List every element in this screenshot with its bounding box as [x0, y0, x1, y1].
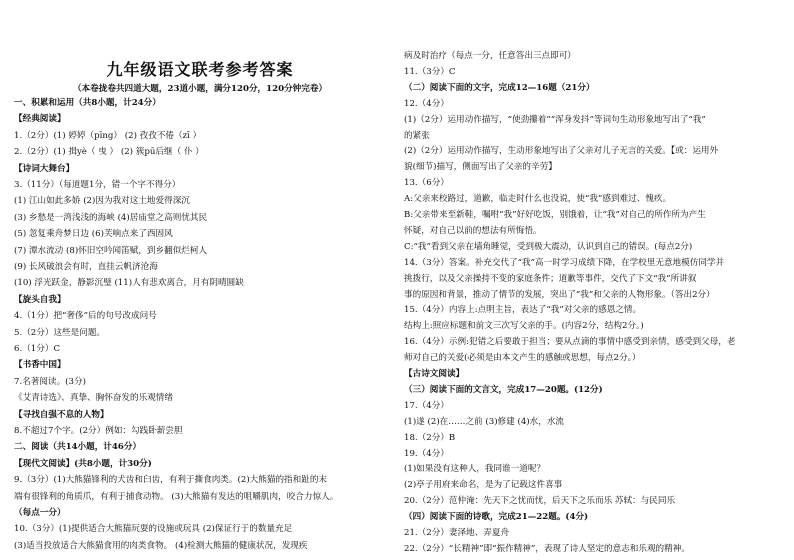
right-line: C:“我”看到父亲在墙角睡觉，受到极大震动，认识到自己的错误。(每点2分) — [404, 241, 693, 252]
right-line: 22.（2分）“长精神”即“振作精神”，表现了诗人坚定的意志和乐观的精神。 — [404, 543, 690, 554]
right-line: 结构上:照应标题和前文三次写父亲的手。(内容2分，结构2分。) — [404, 321, 644, 332]
left-line: 4.（1分）把“奢侈”后的句号改成问号 — [14, 311, 157, 322]
right-line: 貌(细节)描写，侧面写出了父亲的辛劳】 — [404, 162, 557, 173]
left-line: (7) 潭水流动 (8)怀旧空吟闻笛赋，到乡翻似烂柯人 — [14, 245, 208, 256]
right-line: B:父亲带来至新鞋，嘱咐“我”好好吃饭，别饿着，让“我”对自己的所作所为产生 — [404, 210, 706, 220]
right-line: 师对自己的关爱(必须是由本文产生的感触或思想，每点2分。） — [404, 353, 641, 364]
left-line: 1.（2分）(1) 婷婷（pīng） (2) 孜孜不倦（zī ） — [14, 130, 202, 141]
right-line: 12.（4分） — [404, 98, 449, 109]
left-line: (3) 乡愁是一湾浅浅的海峡 (4)居庙堂之高则忧其民 — [14, 212, 208, 223]
right-line: 【古诗文阅读】 — [404, 369, 465, 379]
right-line: 14.（3分）答案。补充交代了“我”高一时学习成绩下降，在学校里无意地模仿同学并 — [404, 257, 725, 268]
left-line: (1) 江山如此多娇 (2)因为我对这土地爱得深沉 — [14, 196, 190, 207]
left-line: 9.（3分）(1)大熊猫锋利的犬齿和臼齿，有利于撕食肉类。(2)大熊猫的指和趾的末 — [14, 475, 328, 486]
left-line: 2.（2分）(1) 揖yè（ 曳 ） (2) 簇pū后继（ 仆 ） — [14, 147, 204, 158]
exam-subtitle: （本卷拢卷共四道大题，23道小题，满分120分，120分钟完卷） — [72, 84, 328, 94]
left-line: 一、积累和运用（共8小题，计24分） — [14, 98, 161, 108]
right-line: (2)（2分）运用动作描写，生动形象地写出了父亲对儿子无言的关爱。【或：运用外 — [404, 146, 719, 157]
left-line: 8.不超过7个字。(2分）例如：勾践卧薪尝胆 — [14, 426, 183, 436]
right-line: 怀疑，对自己以前的想法有所悔悟。 — [404, 225, 542, 236]
left-line: 【书香中国】 — [14, 360, 66, 371]
left-line: 二、阅读（共14小题，计46分） — [14, 442, 142, 453]
right-line: 16.（4分）示例:犯错之后要敢于担当；要从点滴的事情中感受到亲情，感受到父母，老 — [404, 337, 736, 348]
left-line: 5.（2分）这些是问题。 — [14, 327, 106, 338]
left-line: 3.（11分）（每道题1分，错一个字不得分） — [14, 180, 181, 190]
right-line: (1)（2分）运用动作描写，“使劲攥着”“浑身发抖”等词句生动形象地写出了“我” — [404, 114, 706, 125]
page-title: 九年级语文联考参考答案 — [106, 60, 294, 79]
left-line: 【诗词大舞台】 — [14, 163, 75, 174]
right-line: 的紧张 — [404, 130, 430, 141]
right-line: 11.（3分）C — [404, 66, 456, 77]
left-line: 【旋头自我】 — [14, 294, 66, 305]
right-line: 挑拨行，以及父亲操持不变的家庭条件；道歉等事件，交代了下文“我”所讲叙 — [404, 273, 697, 284]
right-line: （三）阅读下面的文言文，完成17—20题。(12分) — [404, 384, 603, 395]
left-line: (10) 浮光跃金，静影沉璧 (11)人有悲欢离合，月有阴晴圆缺 — [14, 278, 244, 289]
left-line: 【寻找自强不息的人物】 — [14, 409, 109, 420]
right-line: （四）阅读下面的诗歌，完成21—22题。(4分) — [404, 512, 589, 523]
right-line: 20.（2分）范仲淹：先天下之忧而忧，后天下之乐而乐 苏轼：与民同乐 — [404, 496, 676, 507]
left-line: （每点一分） — [14, 508, 66, 518]
right-line: 21.（2分）妻泽地、弄夏舟 — [404, 528, 510, 538]
left-line: 《艾青诗选》、真挚、胸怀奋发的乐观情绪 — [14, 393, 173, 404]
left-line: (5) 忽复乘舟梦日边 (6)芙响点来了西固风 — [14, 229, 173, 240]
left-line: 端有很锋利的角质爪，有利于捕食动物。 (3)大熊猫有发达的咀嚼肌肉，咬合力惊人。 — [14, 491, 339, 502]
right-line: 15.（4分）内容上:点明主旨，表达了“我”对父亲的感恩之情。 — [404, 305, 642, 316]
right-line: (2)亭子用府来命名，是为了记载这件喜事 — [404, 480, 563, 491]
right-line: (1)遂 (2)在……之前 (3)修建 (4)水，水流 — [404, 416, 565, 427]
left-line: 10.（3分）(1)提供适合大熊猫玩耍的设施或玩具 (2)保证行于的数量充足 — [14, 524, 293, 535]
left-line: 7.名著阅读。(3分) — [14, 376, 86, 387]
right-line: 13.（6分） — [404, 178, 449, 189]
right-line: （二）阅读下面的文字，完成12—16题（21分） — [404, 82, 595, 93]
right-line: A:父亲来校路过，道歉，临走时什么也没说，使“我”感到难过、愧疚。 — [404, 194, 672, 205]
right-line: (1)如果没有这种人，我同谁一道呢？ — [404, 464, 546, 475]
right-line: 18.（2分）B — [404, 432, 456, 443]
left-line: 6.（1分）C — [14, 344, 61, 354]
left-line: (3)适当投放适合大熊猫食用的肉类食物。 (4)检测大熊猫的健康状况，发现疾 — [14, 540, 308, 551]
left-line: 【现代文阅读】(共8小题，计30分) — [14, 458, 152, 469]
right-line: 病及时治疗（每点一分，任意答出三点即可） — [404, 51, 576, 61]
right-line: 事的原因和背景，推动了情节的发展，突出了“我”和父亲的人物形象。（答出2分） — [404, 289, 715, 300]
left-line: (9) 长风破浪会有时，直挂云帆济沧海 — [14, 262, 158, 272]
right-line: 19.（4分） — [404, 448, 449, 459]
left-line: 【经典阅读】 — [14, 114, 66, 125]
right-line: 17.（4分） — [404, 400, 449, 411]
